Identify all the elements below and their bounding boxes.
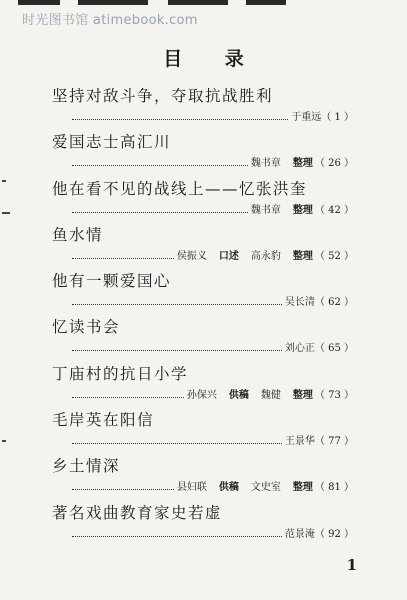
toc-entry-title: 著名戏曲教育家史若虚 (52, 503, 223, 522)
toc-entry-credit (285, 525, 315, 540)
toc-entry[interactable] (48, 315, 354, 361)
credit-name: 魏书章 (250, 158, 281, 170)
toc-entry-page: （ 1 ） (321, 112, 354, 123)
toc-entry-page: （ 65 ） (314, 343, 354, 355)
credit-name: 于重远 (291, 112, 322, 123)
toc-entry-leader (72, 478, 354, 493)
toc-list (48, 84, 354, 547)
toc-entry-credit (187, 386, 315, 401)
toc-entry[interactable] (48, 84, 354, 130)
credit-role: 口述 (218, 250, 239, 262)
toc-entry-title: 爱国志士高汇川 (52, 133, 172, 152)
credit-name: 刘心正 (284, 343, 315, 355)
toc-entry-leader (72, 247, 354, 262)
leader-dots (72, 258, 174, 259)
credit-name: 魏健 (260, 389, 281, 401)
toc-entry-credit (285, 293, 315, 308)
top-scan-edge (18, 0, 388, 6)
toc-entry-credit (177, 478, 315, 493)
toc-entry-title: 丁庙村的抗日小学 (52, 364, 189, 383)
toc-entry-title: 鱼水情 (52, 225, 104, 244)
toc-entry-credit (251, 154, 315, 169)
toc-entry-page: （ 81 ） (314, 482, 354, 494)
credit-role: 整理 (292, 158, 313, 170)
leader-dots (72, 212, 248, 213)
toc-entry[interactable] (48, 362, 354, 408)
toc-entry-page: （ 26 ） (314, 158, 354, 170)
leader-dots (72, 119, 288, 120)
toc-entry[interactable] (48, 130, 354, 176)
leader-dots (72, 443, 282, 444)
toc-entry-leader (72, 154, 354, 169)
toc-entry-title: 坚持对敌斗争，夺取抗战胜利 (52, 87, 274, 105)
credit-name: 魏书章 (250, 204, 281, 216)
toc-entry-credit (177, 247, 315, 262)
credit-name: 王景华 (284, 436, 315, 448)
toc-entry-credit (251, 201, 315, 216)
toc-entry-leader (72, 108, 354, 123)
credit-name: 高永豹 (250, 250, 281, 262)
leader-dots (72, 536, 282, 537)
scan-mark (2, 180, 6, 182)
toc-entry-page: （ 52 ） (314, 250, 354, 262)
credit-role: 供稿 (218, 482, 239, 494)
scan-mark (2, 440, 6, 442)
toc-entry-title: 他在看不见的战线上——忆张洪奎 (52, 179, 308, 198)
toc-entry-credit (285, 339, 315, 354)
leader-dots (72, 304, 282, 305)
credit-role: 整理 (292, 250, 313, 262)
toc-entry-credit (285, 432, 315, 447)
toc-entry[interactable] (48, 408, 354, 454)
toc-entry-page: （ 73 ） (314, 389, 354, 401)
toc-entry-leader (72, 339, 354, 354)
leader-dots (72, 165, 248, 166)
page-number: 1 (346, 556, 357, 574)
credit-name: 范景淹 (284, 528, 315, 540)
toc-entry[interactable] (48, 223, 354, 269)
toc-entry-leader (72, 386, 354, 401)
toc-entry-page: （ 92 ） (314, 528, 354, 540)
credit-name: 孙保兴 (186, 389, 217, 401)
toc-entry-leader (72, 432, 354, 447)
toc-entry-page: （ 42 ） (314, 204, 354, 216)
toc-entry-page: （ 62 ） (314, 297, 354, 309)
credit-role: 供稿 (228, 389, 249, 401)
leader-dots (72, 350, 282, 351)
credit-name: 侯振义 (176, 250, 207, 262)
toc-entry-title: 他有一颗爱国心 (52, 272, 172, 291)
credit-name: 县妇联 (176, 482, 207, 494)
page-title: 目 录 (163, 48, 262, 70)
toc-entry-title: 忆读书会 (52, 318, 121, 337)
scan-mark (2, 212, 10, 214)
watermark: 时光图书馆 atimebook.com (22, 13, 198, 28)
toc-entry-credit (291, 108, 321, 123)
toc-entry[interactable] (48, 501, 354, 547)
toc-entry-leader (72, 293, 354, 308)
toc-entry-title: 乡土情深 (52, 457, 121, 476)
credit-role: 整理 (292, 389, 313, 401)
toc-entry[interactable] (48, 454, 354, 500)
toc-entry-leader (72, 201, 354, 216)
leader-dots (72, 489, 174, 490)
toc-entry-page: （ 77 ） (314, 436, 354, 448)
credit-role: 整理 (292, 482, 313, 494)
credit-name: 吴长清 (284, 297, 315, 309)
toc-entry-leader (72, 525, 354, 540)
toc-entry[interactable] (48, 177, 354, 223)
toc-entry[interactable] (48, 269, 354, 315)
credit-name: 文史室 (250, 482, 281, 494)
toc-entry-title: 毛岸英在阳信 (52, 411, 155, 430)
credit-role: 整理 (292, 204, 313, 216)
leader-dots (72, 397, 184, 398)
